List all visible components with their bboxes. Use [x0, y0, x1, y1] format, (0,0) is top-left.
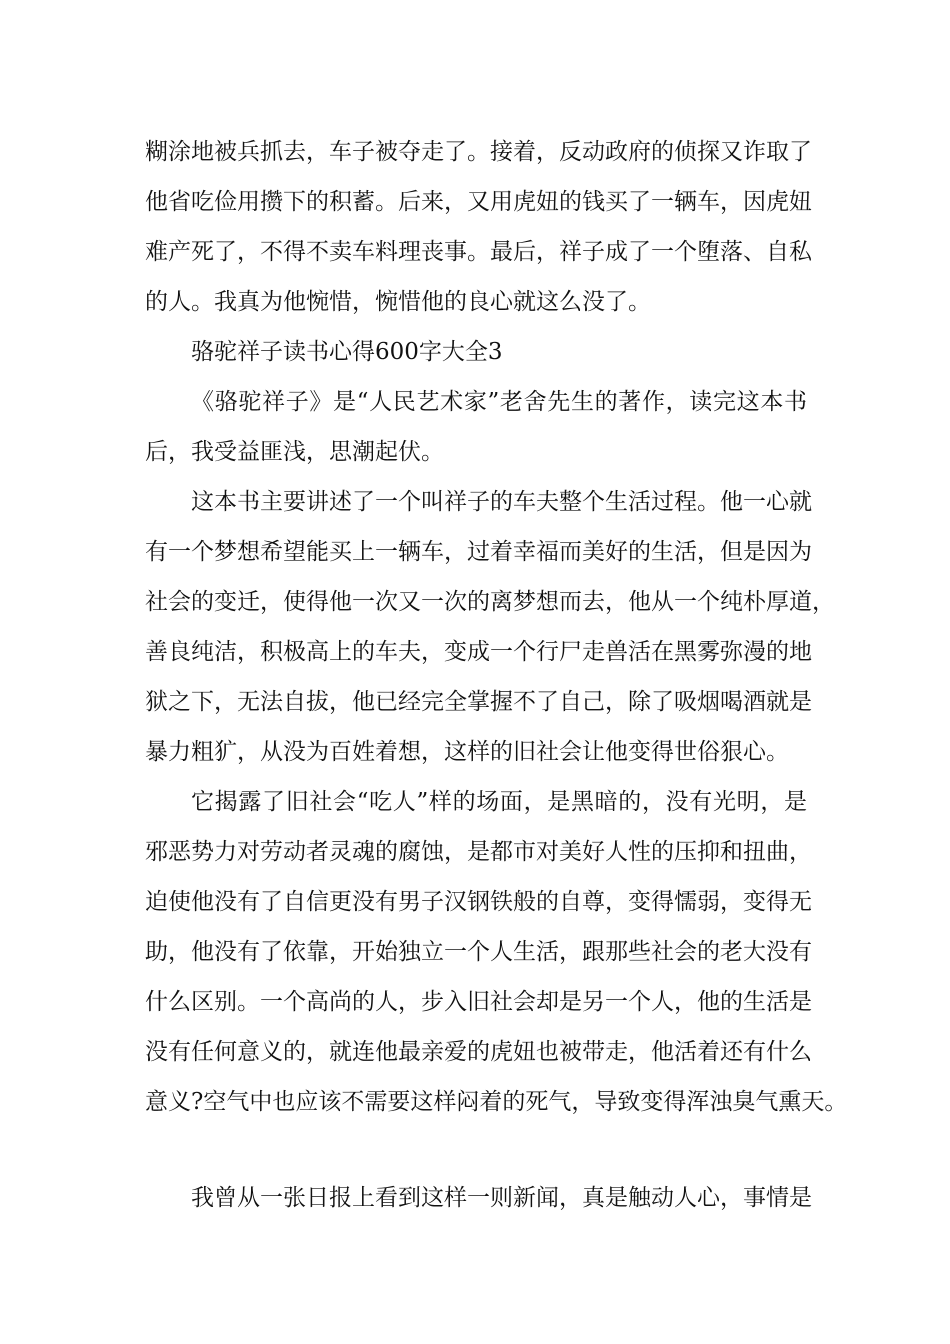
text-line: 的人。我真为他惋惜，惋惜他的良心就这么没了。: [145, 289, 651, 315]
text-line: 没有任何意义的，就连他最亲爱的虎妞也被带走，他活着还有什么: [145, 1039, 812, 1065]
text-line: 他省吃俭用攒下的积蓄。后来，又用虎妞的钱买了一辆车，因虎妞: [145, 189, 812, 215]
text-line: 难产死了，不得不卖车料理丧事。最后，祥子成了一个堕落、自私: [145, 239, 812, 265]
text-line: 善良纯洁，积极高上的车夫，变成一个行尸走兽活在黑雾弥漫的地: [145, 639, 812, 665]
text-line: 意义?空气中也应该不需要这样闷着的死气，导致变得浑浊臭气熏天。: [145, 1089, 848, 1115]
text-line: 后，我受益匪浅，思潮起伏。: [145, 439, 444, 465]
text-line: 邪恶势力对劳动者灵魂的腐蚀，是都市对美好人性的压抑和扭曲，: [145, 839, 812, 865]
text-line: 有一个梦想希望能买上一辆车，过着幸福而美好的生活，但是因为: [145, 539, 812, 565]
text-line: 《骆驼祥子》是“人民艺术家”老舍先生的著作，读完这本书: [191, 389, 807, 415]
text-line: 这本书主要讲述了一个叫祥子的车夫整个生活过程。他一心就: [191, 489, 812, 515]
text-line: 它揭露了旧社会“吃人”样的场面，是黑暗的，没有光明，是: [191, 789, 807, 815]
text-line: 糊涂地被兵抓去，车子被夺走了。接着，反动政府的侦探又诈取了: [145, 139, 812, 165]
section-heading: 骆驼祥子读书心得600字大全3: [191, 339, 503, 365]
text-line: 暴力粗犷，从没为百姓着想，这样的旧社会让他变得世俗狠心。: [145, 739, 789, 765]
text-line: 狱之下，无法自拔，他已经完全掌握不了自己，除了吸烟喝酒就是: [145, 689, 812, 715]
text-line: 迫使他没有了自信更没有男子汉钢铁般的自尊，变得懦弱，变得无: [145, 889, 812, 915]
text-line: 社会的变迁，使得他一次又一次的离梦想而去，他从一个纯朴厚道，: [145, 589, 835, 615]
text-line: 我曾从一张日报上看到这样一则新闻，真是触动人心，事情是: [191, 1185, 812, 1211]
text-line: 助，他没有了依靠，开始独立一个人生活，跟那些社会的老大没有: [145, 939, 812, 965]
text-line: 什么区别。一个高尚的人，步入旧社会却是另一个人，他的生活是: [145, 989, 812, 1015]
